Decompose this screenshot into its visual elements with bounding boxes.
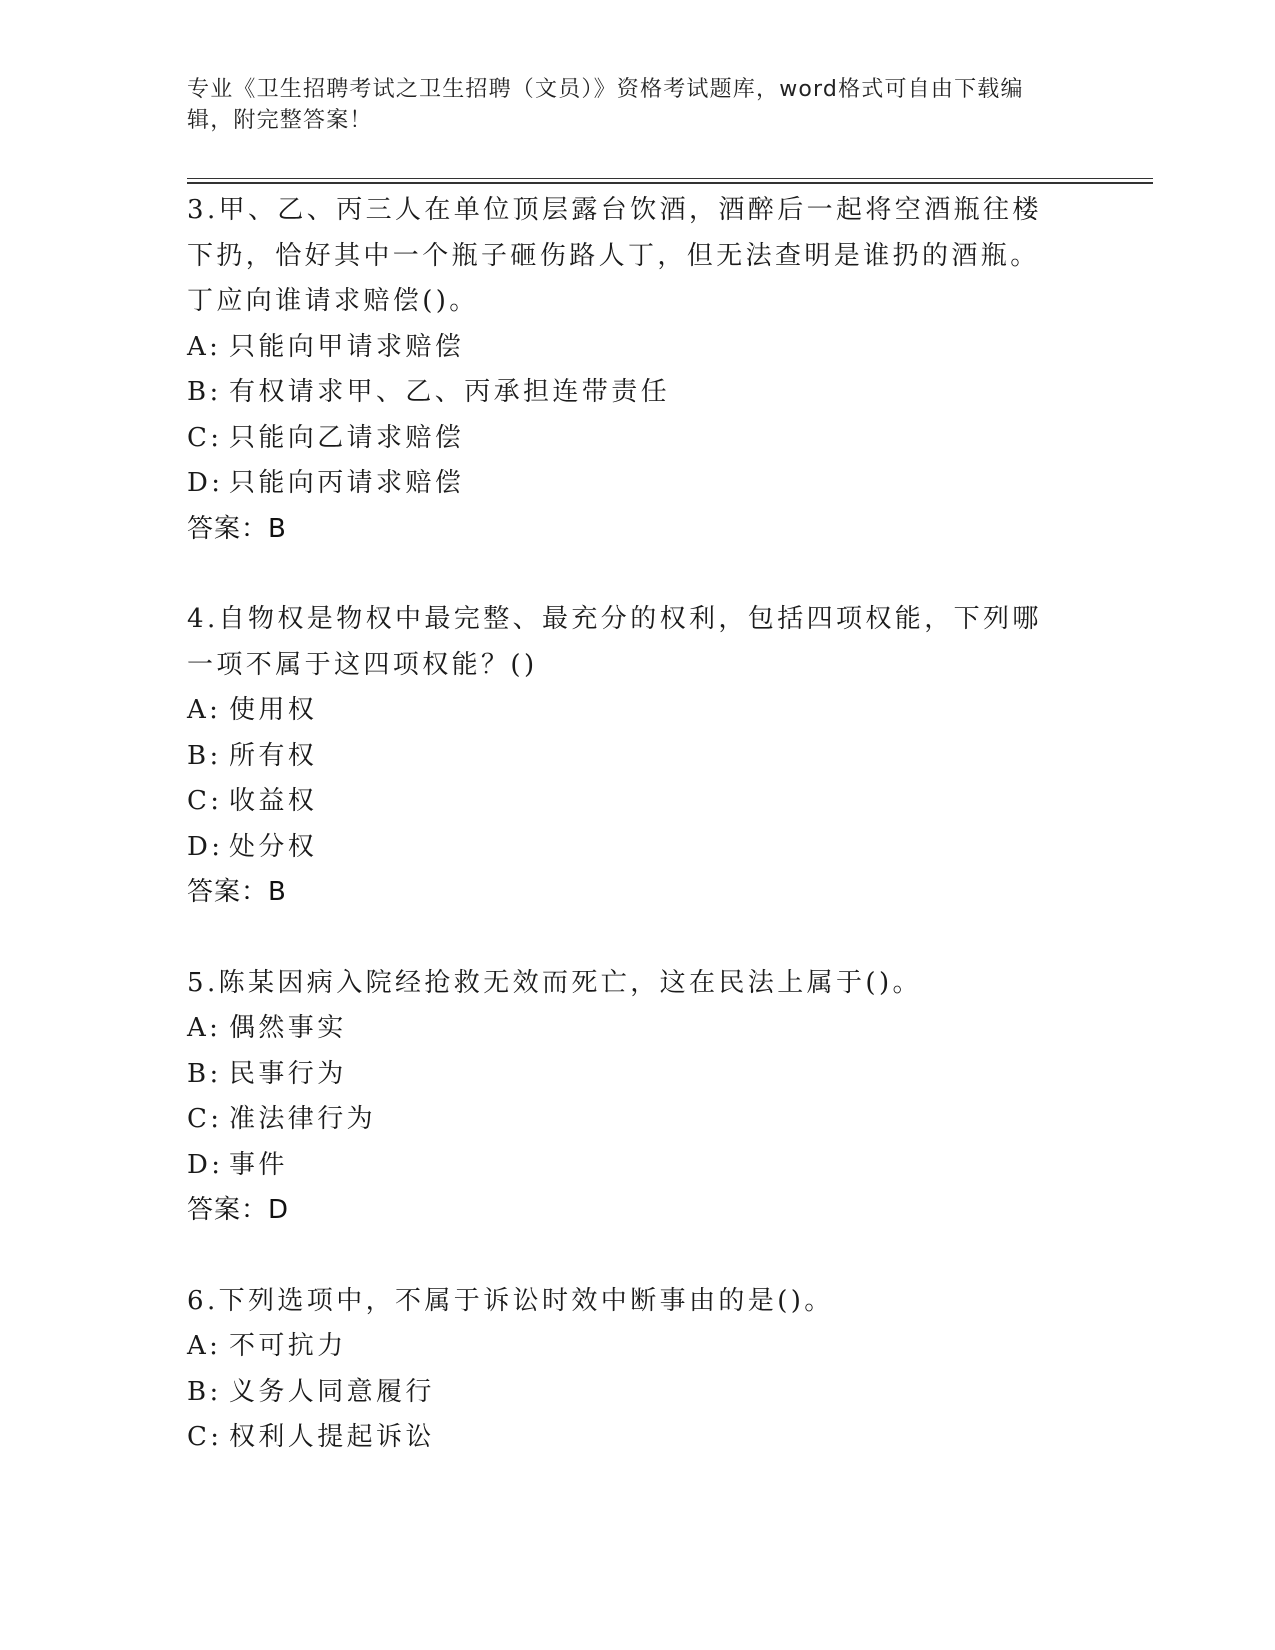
option-a (187, 688, 1087, 734)
option-letter: A: (187, 695, 222, 725)
header-divider-thin (187, 178, 1153, 179)
option-letter: D: (187, 468, 224, 498)
option-c (187, 416, 1087, 462)
option-a (187, 1324, 1087, 1370)
option-letter: B: (187, 377, 222, 407)
option-text: 偶然事实 (229, 1013, 347, 1043)
question-text: 6.下列选项中，不属于诉讼时效中断事由的是()。 (187, 1285, 834, 1316)
question-text: 5.陈某因病入院经抢救无效而死亡，这在民法上属于()。 (187, 967, 922, 998)
option-d (187, 825, 1087, 871)
option-b (187, 370, 1087, 416)
document-header: 专业《卫生招聘考试之卫生招聘（文员）》资格考试题库，word格式可自由下载编辑，附完整答案！ (187, 77, 1024, 133)
option-letter: C: (187, 786, 223, 816)
header-divider-thick (187, 182, 1153, 184)
option-text: 只能向乙请求赔偿 (229, 422, 465, 453)
option-c (187, 1415, 1087, 1461)
option-d (187, 461, 1087, 507)
option-letter: B: (187, 1376, 222, 1407)
option-letter: C: (187, 422, 223, 453)
option-a (187, 1006, 1087, 1052)
option-text: 不可抗力 (229, 1331, 347, 1361)
option-text: 只能向丙请求赔偿 (229, 468, 465, 498)
option-text: 只能向甲请求赔偿 (229, 331, 465, 362)
option-letter: B: (187, 740, 222, 771)
question-block (187, 597, 1087, 916)
option-text: 使用权 (229, 695, 318, 725)
option-c (187, 779, 1087, 825)
option-b (187, 1370, 1087, 1416)
option-letter: C: (187, 1104, 223, 1134)
option-letter: A: (187, 1331, 222, 1361)
question-block (187, 961, 1087, 1234)
option-d (187, 1143, 1087, 1189)
option-b (187, 734, 1087, 780)
option-text: 有权请求甲、乙、丙承担连带责任 (229, 377, 671, 407)
answer-line: 答案：B (187, 877, 287, 907)
option-text: 所有权 (229, 740, 318, 771)
question-text: 3.甲、乙、丙三人在单位顶层露台饮酒，酒醉后一起将空酒瓶往楼下扔，恰好其中一个瓶子砸伤路人丁，但无法查明是谁扔的酒瓶。丁应向谁请求赔偿()。 (187, 195, 1042, 316)
option-letter: D: (187, 831, 224, 862)
option-text: 民事行为 (229, 1058, 347, 1089)
question-block (187, 1279, 1087, 1461)
option-text: 义务人同意履行 (229, 1376, 435, 1407)
option-b (187, 1052, 1087, 1098)
option-text: 处分权 (229, 831, 318, 862)
question-block (187, 188, 1087, 552)
answer-line: 答案：B (187, 513, 287, 544)
question-text: 4.自物权是物权中最完整、最充分的权利，包括四项权能，下列哪一项不属于这四项权能？() (187, 604, 1042, 680)
option-letter: B: (187, 1058, 222, 1089)
option-a (187, 325, 1087, 371)
option-text: 准法律行为 (229, 1104, 377, 1134)
option-text: 权利人提起诉讼 (229, 1422, 435, 1452)
option-letter: C: (187, 1422, 223, 1452)
answer-line: 答案：D (187, 1195, 290, 1225)
option-c (187, 1097, 1087, 1143)
option-letter: A: (187, 1013, 222, 1043)
option-letter: D: (187, 1149, 224, 1180)
option-letter: A: (187, 331, 222, 362)
option-text: 收益权 (229, 786, 318, 816)
option-text: 事件 (229, 1149, 288, 1180)
question-list (187, 188, 1087, 1506)
